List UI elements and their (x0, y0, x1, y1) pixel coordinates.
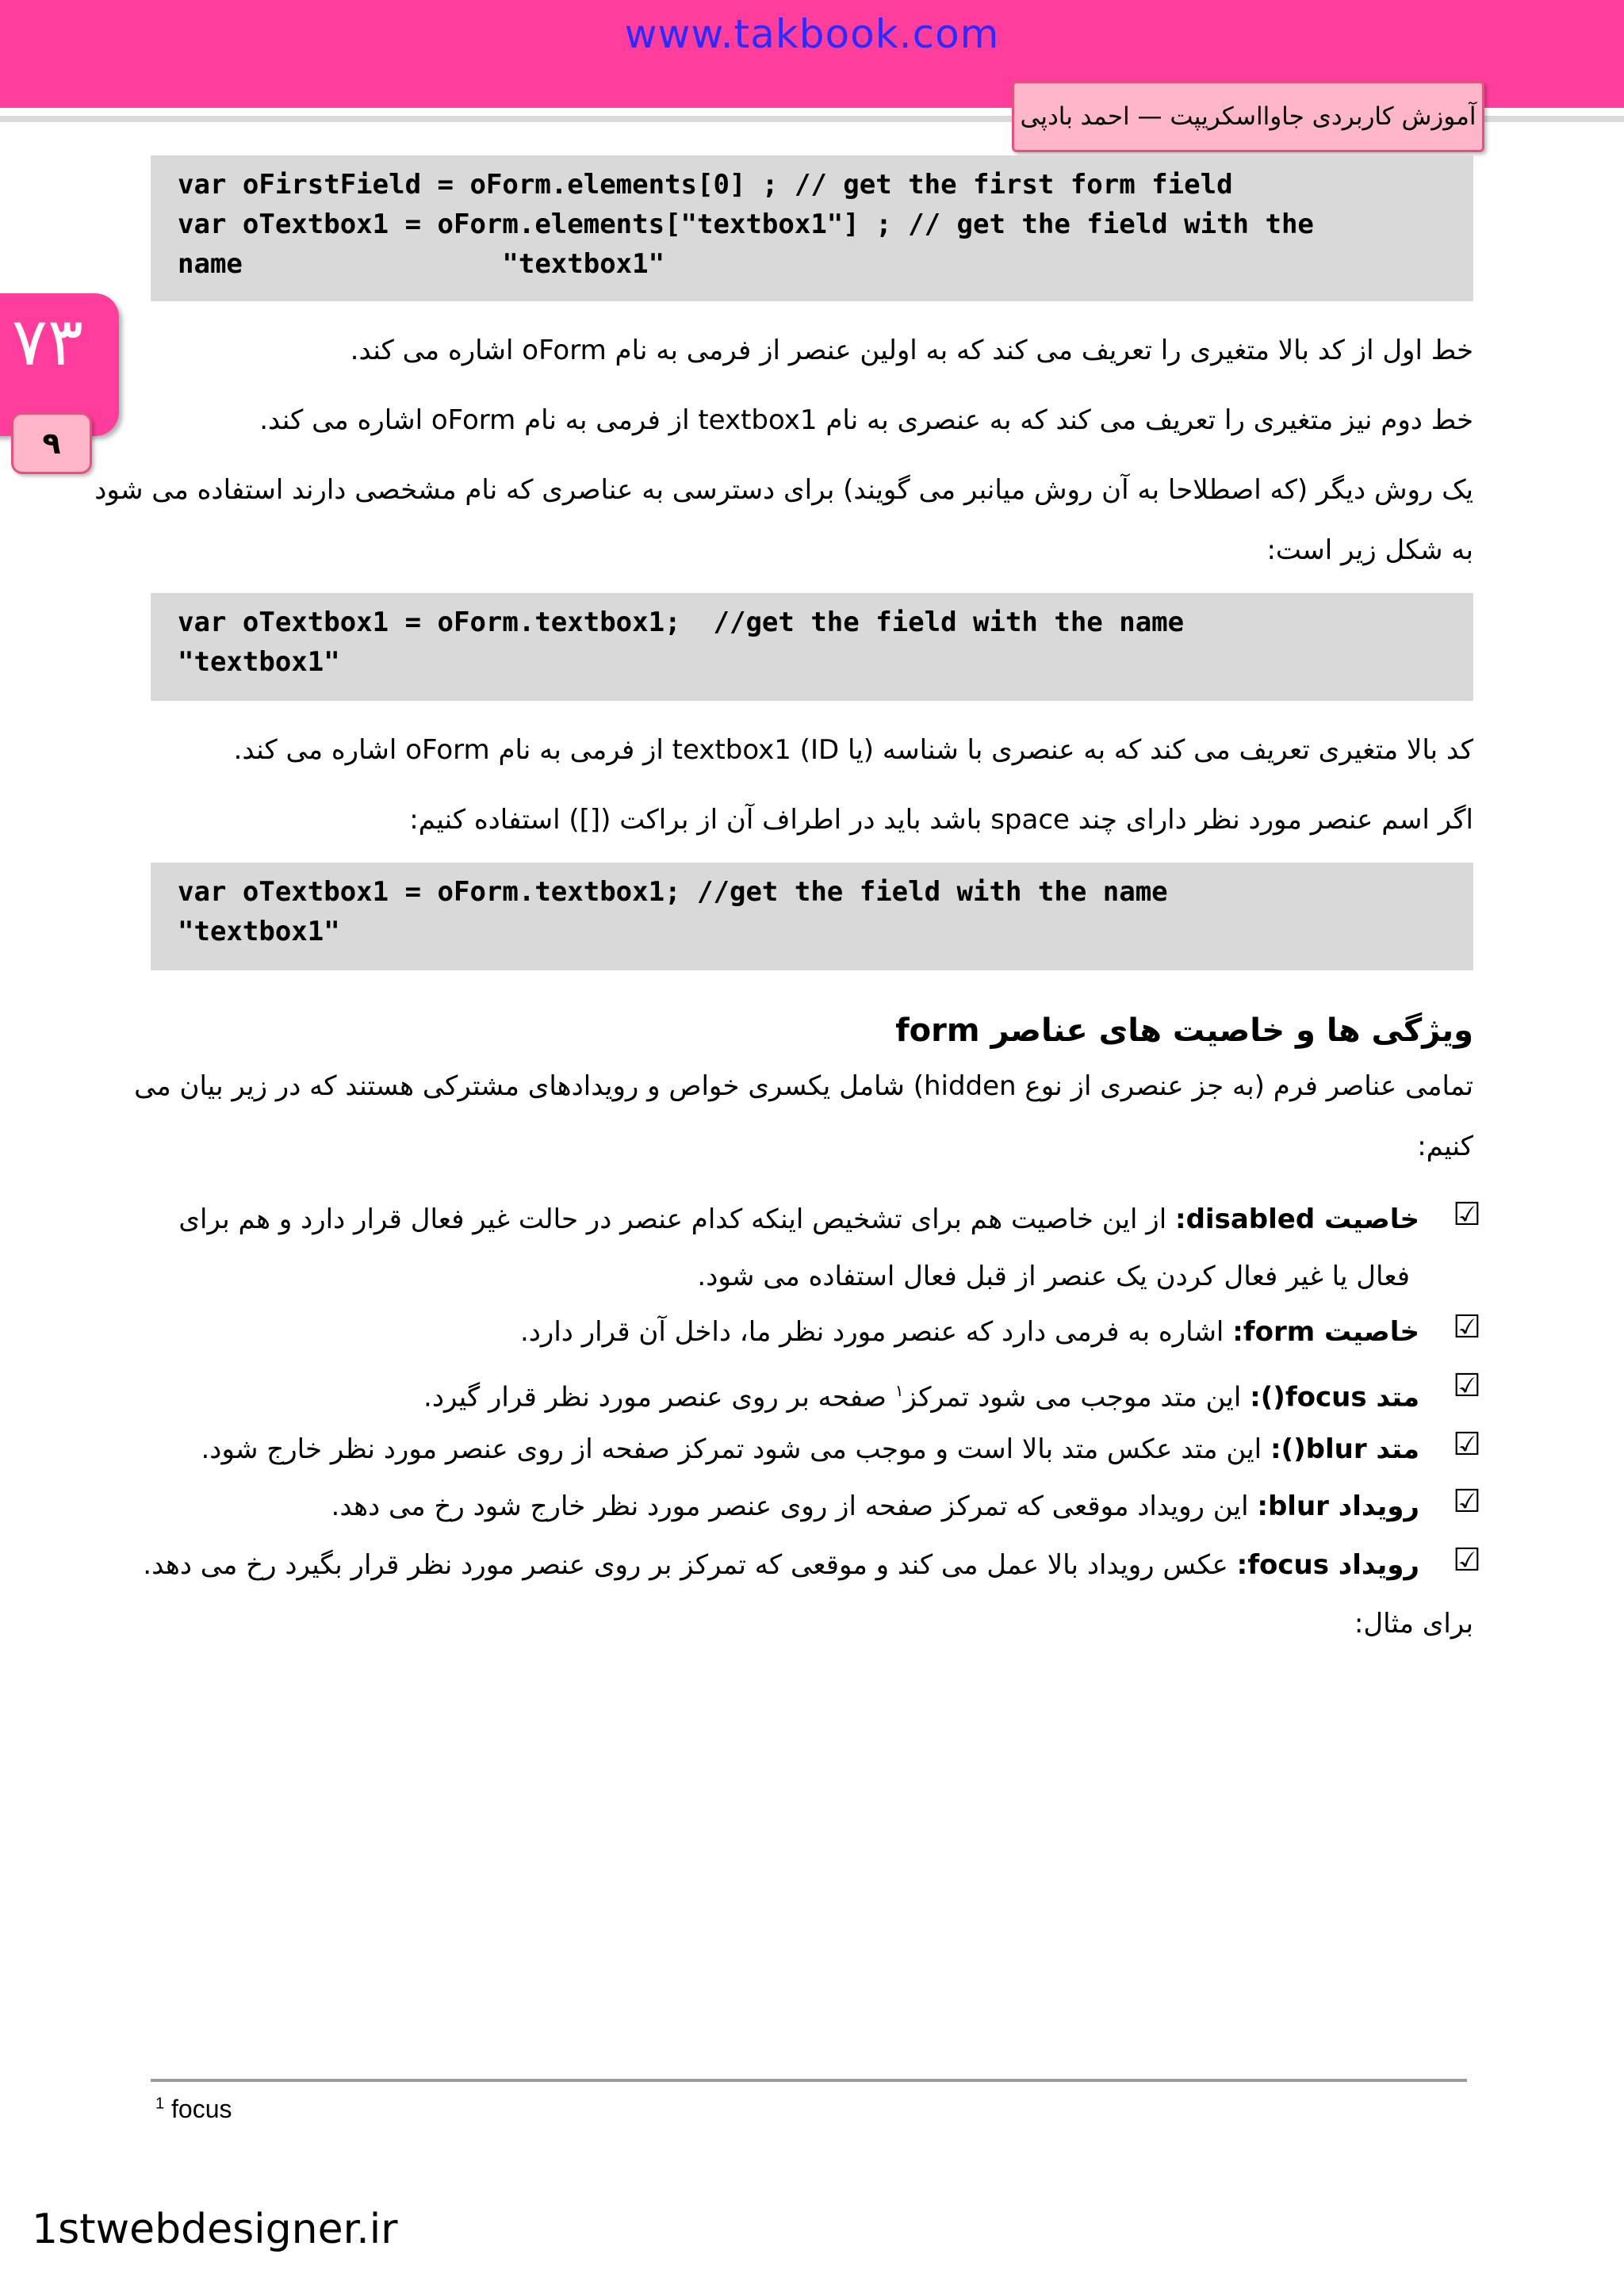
checkbox-icon: ☑ (1453, 1368, 1481, 1404)
checkbox-icon: ☑ (1453, 1483, 1481, 1520)
paragraph-6-line-1: تمامی عناصر فرم (به جز عنصری از نوع hidden) شامل یکسری خواص و رویدادهای مشترکی هستند که در زیر بیان می (134, 1070, 1473, 1102)
paragraph-6-line-2: کنیم: (1417, 1131, 1473, 1162)
bullet-description: این متد موجب می شود تمرکز (903, 1381, 1251, 1414)
bullet-description: این متد عکس متد بالا است و موجب می شود تمرکز صفحه از روی عنصر مورد نظر خارج شود. (201, 1433, 1270, 1465)
header-url-link[interactable]: www.takbook.com (624, 11, 1000, 57)
footnote-number: 1 (155, 2095, 165, 2113)
footnote-divider (151, 2079, 1467, 2082)
bullet-description-cont: صفحه بر روی عنصر مورد نظر قرار گیرد. (423, 1381, 895, 1414)
bullet-term: خاصیت disabled: (1174, 1203, 1419, 1235)
page-number: ۷۳ (11, 303, 84, 381)
bullet-term: متد blur(): (1270, 1433, 1419, 1465)
checkbox-icon: ☑ (1453, 1196, 1481, 1233)
bullet-term: متد focus(): (1250, 1381, 1419, 1414)
bullet-description: اشاره به فرمی دارد که عنصر مورد نظر ما، داخل آن قرار دارد. (519, 1316, 1233, 1348)
bullet-text (143, 1541, 1419, 1589)
bullet-focus-method (151, 1367, 1483, 1418)
bullet-disabled-continuation (151, 1253, 1473, 1300)
paragraph-2: خط دوم نیز متغیری را تعریف می کند که به عنصری به نام textbox1 از فرمی به نام oForm اشاره می کند. (259, 404, 1473, 436)
bullet-focus-event (143, 1541, 1483, 1592)
bullet-disabled (151, 1196, 1483, 1246)
bullet-description: عکس رویداد بالا عمل می کند و موقعی که تمرکز بر روی عنصر مورد نظر قرار بگیرد رخ می دهد. (143, 1549, 1237, 1581)
bullet-term: رویداد blur: (1257, 1490, 1419, 1522)
bullet-form (151, 1308, 1483, 1359)
bullet-blur-event (151, 1483, 1483, 1533)
bullet-text (423, 1367, 1419, 1421)
footnote-text: focus (164, 2095, 232, 2123)
footnote-marker[interactable]: ۱ (894, 1381, 904, 1400)
section-heading: ویژگی ها و خاصیت های عناصر form (895, 1012, 1473, 1049)
paragraph-4: کد بالا متغیری تعریف می کند که به عنصری با شناسه (یا ID) textbox1 از فرمی به نام oForm اشاره می کند. (233, 734, 1473, 766)
bullet-term: رویداد focus: (1236, 1549, 1419, 1581)
example-label: برای مثال: (1354, 1608, 1473, 1640)
bullet-blur-method (151, 1425, 1483, 1476)
bullet-description: از این خاصیت هم برای تشخیص اینکه کدام عنصر در حالت غیر فعال قرار دارد و هم برای (178, 1203, 1175, 1235)
paragraph-5: اگر اسم عنصر مورد نظر دارای چند space باشد باید در اطراف آن از براکت ([]) استفاده کنیم: (409, 804, 1473, 836)
book-title-tab: آموزش کاربردی جاوااسکریپت — احمد بادپی (1012, 81, 1484, 152)
code-block-1: var oFirstField = oForm.elements[0] ; // get the first form field var oTextbox1 = oForm.elements["textbox1"] ; // get the field with the name "textbox1" (151, 155, 1473, 301)
footnote (155, 2095, 232, 2124)
bullet-text (201, 1425, 1420, 1473)
bullet-description: این رویداد موقعی که تمرکز صفحه از روی عنصر مورد نظر خارج شود رخ می دهد. (331, 1490, 1258, 1522)
footer-site-url[interactable]: 1stwebdesigner.ir (32, 2206, 398, 2253)
checkbox-icon: ☑ (1453, 1542, 1481, 1578)
bullet-continuation-text: فعال یا غیر فعال کردن یک عنصر از قبل فعال استفاده می شود. (697, 1261, 1410, 1292)
checkbox-icon: ☑ (1453, 1309, 1481, 1345)
chapter-number-badge: ۹ (11, 412, 92, 474)
paragraph-3-line-1: یک روش دیگر (که اصطلاحا به آن روش میانبر می گویند) برای دسترسی به عناصری که نام مشخصی دارند استفاده می شود (94, 474, 1473, 506)
paragraph-1: خط اول از کد بالا متغیری را تعریف می کند که به اولین عنصر از فرمی به نام oForm اشاره می کند. (350, 335, 1473, 366)
bullet-text (520, 1308, 1419, 1356)
code-block-2: var oTextbox1 = oForm.textbox1; //get the field with the name "textbox1" (151, 593, 1473, 701)
checkbox-icon: ☑ (1453, 1426, 1481, 1463)
bullet-text (331, 1483, 1419, 1530)
bullet-text (178, 1196, 1419, 1243)
paragraph-3-line-2: به شکل زیر است: (1266, 534, 1473, 566)
bullet-term: خاصیت form: (1232, 1316, 1419, 1348)
code-block-3: var oTextbox1 = oForm.textbox1; //get the field with the name "textbox1" (151, 863, 1473, 970)
